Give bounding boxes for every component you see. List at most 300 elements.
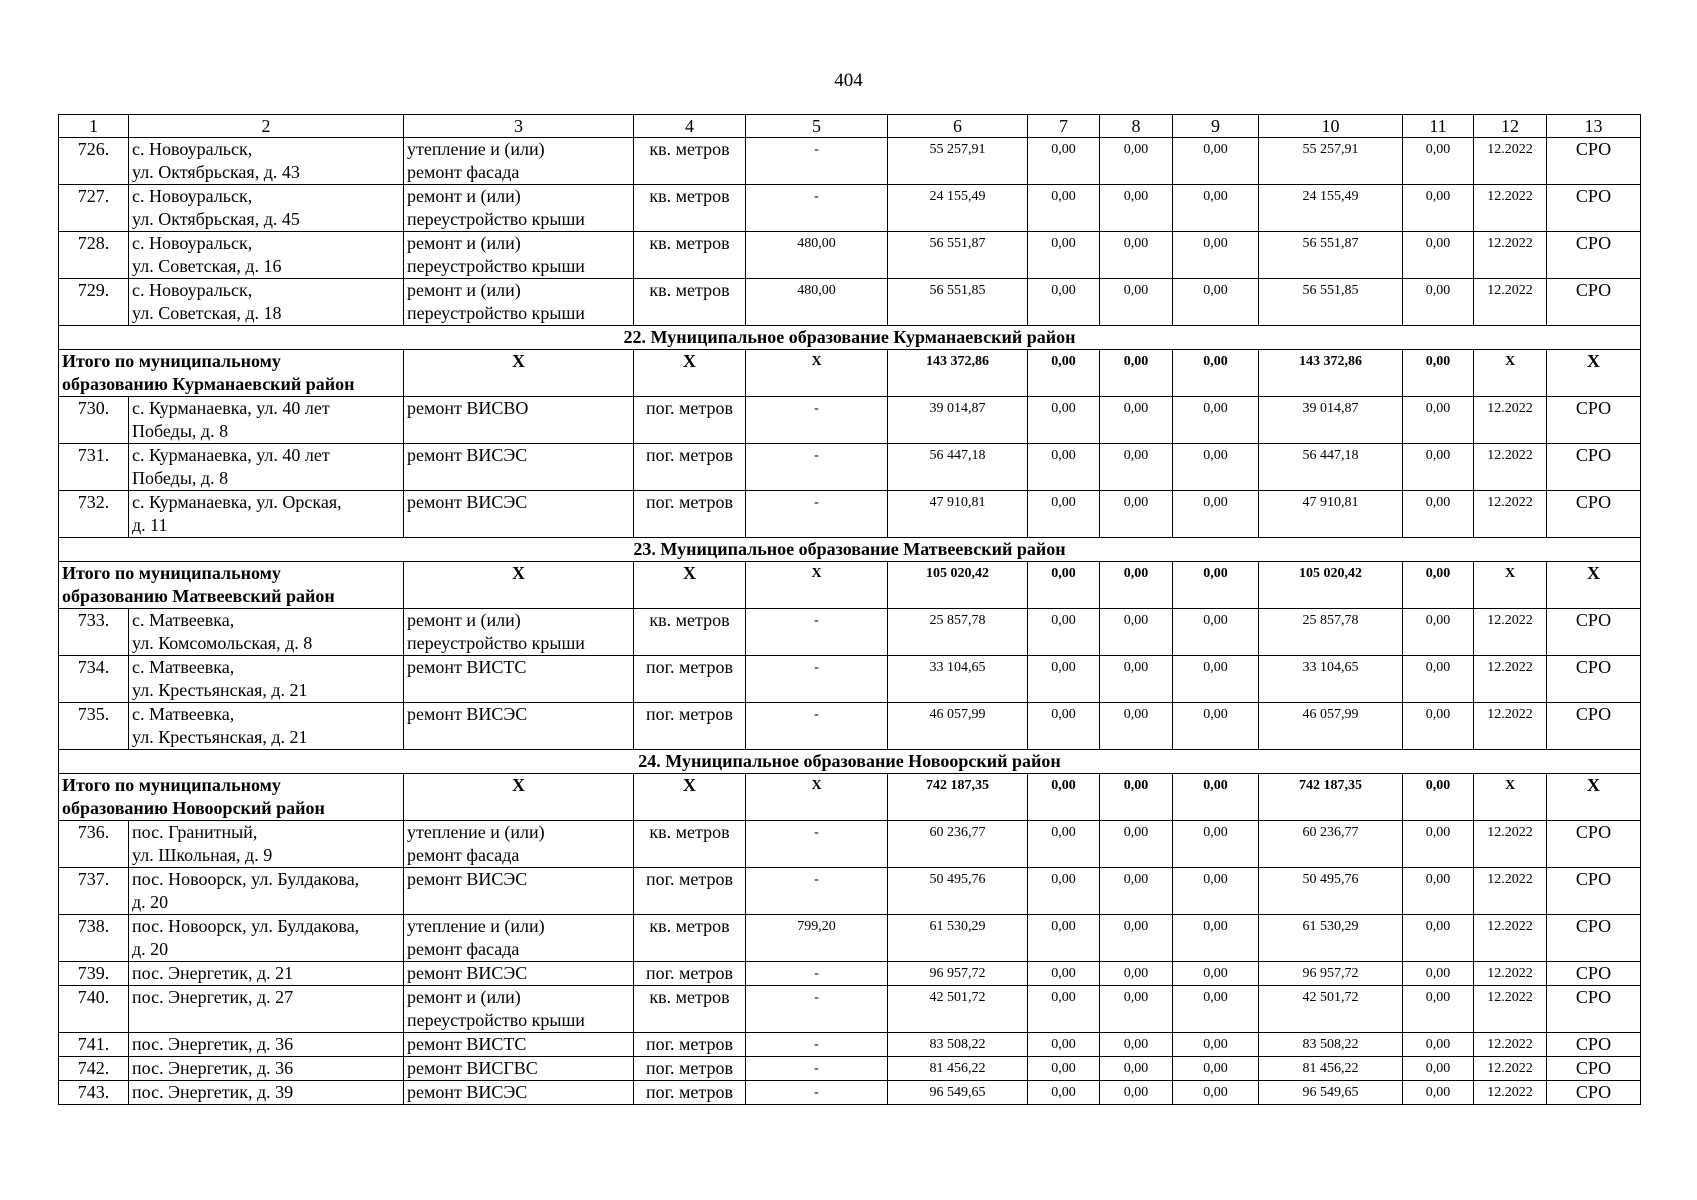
address-cell [129, 703, 404, 750]
work-line: ремонт и (или) [407, 186, 521, 206]
other-funds-cell: 0,00 [1403, 350, 1474, 397]
address-cell [129, 491, 404, 538]
unit-cell: пог. метров [634, 1081, 746, 1105]
table-row [59, 915, 1641, 962]
subtotal-label-line: Итого по муниципальному [62, 351, 281, 371]
work-type-cell: X [404, 350, 634, 397]
row-number: 729. [59, 279, 129, 326]
owner-funds-cell: 96 957,72 [1259, 962, 1403, 986]
local-funds-cell: 0,00 [1173, 185, 1259, 232]
address-line: Победы, д. 8 [132, 421, 229, 441]
work-line: ремонт ВИСЭС [407, 704, 528, 724]
column-header: 7 [1028, 115, 1100, 138]
total-cost-cell: 46 057,99 [888, 703, 1028, 750]
fund-method-cell: СРО [1547, 868, 1641, 915]
regional-funds-cell: 0,00 [1100, 656, 1173, 703]
unit-cell: пог. метров [634, 397, 746, 444]
volume-cell: 480,00 [746, 232, 888, 279]
address-line: пос. Энергетик, д. 36 [132, 1058, 294, 1078]
address-line: с. Новоуральск, [132, 233, 253, 253]
address-line: с. Матвеевка, [132, 657, 235, 677]
repair-register-table [58, 114, 1641, 1105]
row-number: 734. [59, 656, 129, 703]
fund-method-cell: СРО [1547, 491, 1641, 538]
other-funds-cell: 0,00 [1403, 915, 1474, 962]
fund-method-cell: СРО [1547, 609, 1641, 656]
fund-method-cell: СРО [1547, 232, 1641, 279]
table-row [59, 491, 1641, 538]
fund-method-cell: X [1547, 562, 1641, 609]
regional-funds-cell: 0,00 [1100, 279, 1173, 326]
work-type-cell [404, 397, 634, 444]
subtotal-label-line: Итого по муниципальному [62, 775, 281, 795]
local-funds-cell: 0,00 [1173, 350, 1259, 397]
volume-cell: X [746, 774, 888, 821]
federal-funds-cell: 0,00 [1028, 1081, 1100, 1105]
regional-funds-cell: 0,00 [1100, 491, 1173, 538]
owner-funds-cell: 742 187,35 [1259, 774, 1403, 821]
row-number: 730. [59, 397, 129, 444]
address-cell [129, 444, 404, 491]
fund-method-cell: СРО [1547, 1033, 1641, 1057]
subtotal-row [59, 562, 1641, 609]
deadline-cell: 12.2022 [1474, 915, 1547, 962]
address-line: д. 20 [132, 892, 169, 912]
regional-funds-cell: 0,00 [1100, 703, 1173, 750]
regional-funds-cell: 0,00 [1100, 1033, 1173, 1057]
address-cell [129, 986, 404, 1033]
fund-method-cell: СРО [1547, 138, 1641, 185]
unit-cell: пог. метров [634, 703, 746, 750]
table-body [59, 115, 1641, 1105]
unit-cell: X [634, 774, 746, 821]
volume-cell: - [746, 397, 888, 444]
address-line: пос. Новоорск, ул. Булдакова, [132, 869, 360, 889]
row-number: 739. [59, 962, 129, 986]
table-row [59, 138, 1641, 185]
local-funds-cell: 0,00 [1173, 138, 1259, 185]
other-funds-cell: 0,00 [1403, 491, 1474, 538]
total-cost-cell: 96 957,72 [888, 962, 1028, 986]
deadline-cell: 12.2022 [1474, 491, 1547, 538]
address-cell [129, 868, 404, 915]
other-funds-cell: 0,00 [1403, 656, 1474, 703]
work-line: утепление и (или) [407, 916, 545, 936]
owner-funds-cell: 83 508,22 [1259, 1033, 1403, 1057]
owner-funds-cell: 56 551,85 [1259, 279, 1403, 326]
regional-funds-cell: 0,00 [1100, 562, 1173, 609]
work-line: ремонт ВИСЭС [407, 869, 528, 889]
other-funds-cell: 0,00 [1403, 232, 1474, 279]
work-type-cell [404, 1057, 634, 1081]
volume-cell: - [746, 868, 888, 915]
address-cell [129, 279, 404, 326]
other-funds-cell: 0,00 [1403, 138, 1474, 185]
work-line: ремонт фасада [407, 845, 520, 865]
volume-cell: 799,20 [746, 915, 888, 962]
work-type-cell [404, 986, 634, 1033]
total-cost-cell: 56 551,85 [888, 279, 1028, 326]
column-header: 1 [59, 115, 129, 138]
deadline-cell: 12.2022 [1474, 656, 1547, 703]
address-line: ул. Октябрьская, д. 43 [132, 162, 300, 182]
work-line: ремонт фасада [407, 162, 520, 182]
table-row [59, 703, 1641, 750]
unit-cell: кв. метров [634, 185, 746, 232]
work-line: ремонт и (или) [407, 987, 521, 1007]
other-funds-cell: 0,00 [1403, 703, 1474, 750]
unit-cell: пог. метров [634, 444, 746, 491]
work-type-cell [404, 962, 634, 986]
other-funds-cell: 0,00 [1403, 562, 1474, 609]
regional-funds-cell: 0,00 [1100, 397, 1173, 444]
work-type-cell [404, 703, 634, 750]
column-number-header-row [59, 115, 1641, 138]
unit-cell: кв. метров [634, 232, 746, 279]
other-funds-cell: 0,00 [1403, 868, 1474, 915]
work-line: ремонт ВИСВО [407, 398, 529, 418]
table-row [59, 185, 1641, 232]
regional-funds-cell: 0,00 [1100, 232, 1173, 279]
total-cost-cell: 105 020,42 [888, 562, 1028, 609]
address-line: пос. Энергетик, д. 21 [132, 963, 294, 983]
work-type-cell [404, 656, 634, 703]
volume-cell: - [746, 1033, 888, 1057]
local-funds-cell: 0,00 [1173, 491, 1259, 538]
unit-cell: кв. метров [634, 915, 746, 962]
other-funds-cell: 0,00 [1403, 397, 1474, 444]
unit-cell: пог. метров [634, 1033, 746, 1057]
total-cost-cell: 81 456,22 [888, 1057, 1028, 1081]
volume-cell: X [746, 562, 888, 609]
owner-funds-cell: 46 057,99 [1259, 703, 1403, 750]
volume-cell: - [746, 444, 888, 491]
row-number: 736. [59, 821, 129, 868]
work-line: переустройство крыши [407, 1010, 585, 1030]
work-line: ремонт ВИСГВС [407, 1058, 538, 1078]
work-line: ремонт ВИСТС [407, 1034, 527, 1054]
unit-cell: кв. метров [634, 609, 746, 656]
fund-method-cell: СРО [1547, 821, 1641, 868]
other-funds-cell: 0,00 [1403, 1081, 1474, 1105]
fund-method-cell: СРО [1547, 703, 1641, 750]
subtotal-label-line: Итого по муниципальному [62, 563, 281, 583]
address-cell [129, 1081, 404, 1105]
other-funds-cell: 0,00 [1403, 774, 1474, 821]
work-type-cell [404, 821, 634, 868]
subtotal-row [59, 774, 1641, 821]
unit-cell: кв. метров [634, 986, 746, 1033]
other-funds-cell: 0,00 [1403, 962, 1474, 986]
subtotal-label-line: образованию Новоорский район [62, 798, 325, 818]
work-line: ремонт и (или) [407, 280, 521, 300]
deadline-cell: 12.2022 [1474, 232, 1547, 279]
local-funds-cell: 0,00 [1173, 821, 1259, 868]
address-line: д. 11 [132, 515, 168, 535]
row-number: 733. [59, 609, 129, 656]
total-cost-cell: 55 257,91 [888, 138, 1028, 185]
federal-funds-cell: 0,00 [1028, 821, 1100, 868]
total-cost-cell: 56 447,18 [888, 444, 1028, 491]
owner-funds-cell: 25 857,78 [1259, 609, 1403, 656]
column-header: 11 [1403, 115, 1474, 138]
other-funds-cell: 0,00 [1403, 279, 1474, 326]
deadline-cell: 12.2022 [1474, 703, 1547, 750]
address-cell [129, 915, 404, 962]
unit-cell: кв. метров [634, 821, 746, 868]
total-cost-cell: 33 104,65 [888, 656, 1028, 703]
unit-cell: пог. метров [634, 1057, 746, 1081]
address-line: ул. Октябрьская, д. 45 [132, 209, 300, 229]
fund-method-cell: СРО [1547, 915, 1641, 962]
address-line: с. Курманаевка, ул. 40 лет [132, 445, 330, 465]
row-number: 732. [59, 491, 129, 538]
total-cost-cell: 42 501,72 [888, 986, 1028, 1033]
local-funds-cell: 0,00 [1173, 562, 1259, 609]
table-row [59, 821, 1641, 868]
volume-cell: - [746, 962, 888, 986]
total-cost-cell: 742 187,35 [888, 774, 1028, 821]
deadline-cell: 12.2022 [1474, 1081, 1547, 1105]
regional-funds-cell: 0,00 [1100, 138, 1173, 185]
unit-cell: X [634, 350, 746, 397]
owner-funds-cell: 42 501,72 [1259, 986, 1403, 1033]
column-header: 9 [1173, 115, 1259, 138]
regional-funds-cell: 0,00 [1100, 1057, 1173, 1081]
address-line: пос. Энергетик, д. 27 [132, 987, 294, 1007]
section-header-row [59, 326, 1641, 350]
federal-funds-cell: 0,00 [1028, 350, 1100, 397]
address-line: ул. Комсомольская, д. 8 [132, 633, 313, 653]
subtotal-label [59, 562, 404, 609]
page-number: 404 [834, 70, 863, 91]
table-row [59, 1033, 1641, 1057]
fund-method-cell: СРО [1547, 1057, 1641, 1081]
row-number: 726. [59, 138, 129, 185]
address-line: ул. Крестьянская, д. 21 [132, 680, 308, 700]
column-header: 13 [1547, 115, 1641, 138]
deadline-cell: X [1474, 774, 1547, 821]
regional-funds-cell: 0,00 [1100, 774, 1173, 821]
federal-funds-cell: 0,00 [1028, 703, 1100, 750]
deadline-cell: 12.2022 [1474, 986, 1547, 1033]
federal-funds-cell: 0,00 [1028, 397, 1100, 444]
address-line: ул. Школьная, д. 9 [132, 845, 273, 865]
fund-method-cell: СРО [1547, 279, 1641, 326]
address-cell [129, 138, 404, 185]
address-line: с. Новоуральск, [132, 139, 253, 159]
total-cost-cell: 96 549,65 [888, 1081, 1028, 1105]
other-funds-cell: 0,00 [1403, 609, 1474, 656]
address-cell [129, 397, 404, 444]
federal-funds-cell: 0,00 [1028, 774, 1100, 821]
unit-cell: кв. метров [634, 279, 746, 326]
row-number: 742. [59, 1057, 129, 1081]
table-row [59, 279, 1641, 326]
address-line: ул. Крестьянская, д. 21 [132, 727, 308, 747]
regional-funds-cell: 0,00 [1100, 350, 1173, 397]
volume-cell: - [746, 821, 888, 868]
other-funds-cell: 0,00 [1403, 444, 1474, 491]
owner-funds-cell: 50 495,76 [1259, 868, 1403, 915]
fund-method-cell: X [1547, 350, 1641, 397]
deadline-cell: 12.2022 [1474, 1033, 1547, 1057]
other-funds-cell: 0,00 [1403, 1057, 1474, 1081]
table-row [59, 609, 1641, 656]
other-funds-cell: 0,00 [1403, 821, 1474, 868]
local-funds-cell: 0,00 [1173, 397, 1259, 444]
work-line: ремонт и (или) [407, 233, 521, 253]
work-type-cell [404, 444, 634, 491]
work-line: ремонт фасада [407, 939, 520, 959]
deadline-cell: 12.2022 [1474, 279, 1547, 326]
work-type-cell [404, 185, 634, 232]
federal-funds-cell: 0,00 [1028, 232, 1100, 279]
work-type-cell [404, 138, 634, 185]
unit-cell: пог. метров [634, 962, 746, 986]
column-header: 4 [634, 115, 746, 138]
federal-funds-cell: 0,00 [1028, 986, 1100, 1033]
address-cell [129, 1057, 404, 1081]
work-line: утепление и (или) [407, 822, 545, 842]
address-line: с. Курманаевка, ул. 40 лет [132, 398, 330, 418]
deadline-cell: 12.2022 [1474, 1057, 1547, 1081]
row-number: 735. [59, 703, 129, 750]
column-header: 12 [1474, 115, 1547, 138]
address-line: с. Курманаевка, ул. Орская, [132, 492, 342, 512]
work-line: утепление и (или) [407, 139, 545, 159]
owner-funds-cell: 105 020,42 [1259, 562, 1403, 609]
deadline-cell: X [1474, 350, 1547, 397]
work-type-cell [404, 1081, 634, 1105]
deadline-cell: 12.2022 [1474, 609, 1547, 656]
row-number: 741. [59, 1033, 129, 1057]
address-line: ул. Советская, д. 16 [132, 256, 282, 276]
subtotal-row [59, 350, 1641, 397]
table-row [59, 397, 1641, 444]
column-header: 3 [404, 115, 634, 138]
regional-funds-cell: 0,00 [1100, 1081, 1173, 1105]
work-line: ремонт и (или) [407, 610, 521, 630]
federal-funds-cell: 0,00 [1028, 609, 1100, 656]
fund-method-cell: СРО [1547, 962, 1641, 986]
work-line: ремонт ВИСЭС [407, 445, 528, 465]
owner-funds-cell: 96 549,65 [1259, 1081, 1403, 1105]
address-line: ул. Советская, д. 18 [132, 303, 282, 323]
fund-method-cell: СРО [1547, 656, 1641, 703]
regional-funds-cell: 0,00 [1100, 444, 1173, 491]
volume-cell: - [746, 1057, 888, 1081]
address-line: Победы, д. 8 [132, 468, 229, 488]
owner-funds-cell: 55 257,91 [1259, 138, 1403, 185]
address-line: пос. Энергетик, д. 36 [132, 1034, 294, 1054]
fund-method-cell: X [1547, 774, 1641, 821]
column-header: 2 [129, 115, 404, 138]
federal-funds-cell: 0,00 [1028, 915, 1100, 962]
table-row [59, 656, 1641, 703]
regional-funds-cell: 0,00 [1100, 915, 1173, 962]
fund-method-cell: СРО [1547, 397, 1641, 444]
address-cell [129, 232, 404, 279]
work-line: переустройство крыши [407, 303, 585, 323]
federal-funds-cell: 0,00 [1028, 138, 1100, 185]
volume-cell: - [746, 491, 888, 538]
owner-funds-cell: 61 530,29 [1259, 915, 1403, 962]
table-row [59, 868, 1641, 915]
address-cell [129, 1033, 404, 1057]
unit-cell: кв. метров [634, 138, 746, 185]
table-row [59, 1081, 1641, 1105]
section-title: 23. Муниципальное образование Матвеевский район [59, 538, 1641, 562]
address-line: д. 20 [132, 939, 169, 959]
work-line: ремонт ВИСТС [407, 657, 527, 677]
subtotal-label [59, 350, 404, 397]
work-type-cell [404, 868, 634, 915]
owner-funds-cell: 39 014,87 [1259, 397, 1403, 444]
regional-funds-cell: 0,00 [1100, 609, 1173, 656]
work-type-cell [404, 232, 634, 279]
unit-cell: пог. метров [634, 656, 746, 703]
section-header-row [59, 750, 1641, 774]
federal-funds-cell: 0,00 [1028, 491, 1100, 538]
unit-cell: X [634, 562, 746, 609]
total-cost-cell: 25 857,78 [888, 609, 1028, 656]
section-title: 24. Муниципальное образование Новоорский район [59, 750, 1641, 774]
owner-funds-cell: 47 910,81 [1259, 491, 1403, 538]
address-line: с. Новоуральск, [132, 280, 253, 300]
row-number: 743. [59, 1081, 129, 1105]
local-funds-cell: 0,00 [1173, 774, 1259, 821]
subtotal-label-line: образованию Курманаевский район [62, 374, 355, 394]
column-header: 10 [1259, 115, 1403, 138]
local-funds-cell: 0,00 [1173, 656, 1259, 703]
unit-cell: пог. метров [634, 491, 746, 538]
regional-funds-cell: 0,00 [1100, 986, 1173, 1033]
local-funds-cell: 0,00 [1173, 609, 1259, 656]
table-row [59, 962, 1641, 986]
fund-method-cell: СРО [1547, 1081, 1641, 1105]
owner-funds-cell: 56 447,18 [1259, 444, 1403, 491]
regional-funds-cell: 0,00 [1100, 962, 1173, 986]
section-title: 22. Муниципальное образование Курманаевский район [59, 326, 1641, 350]
federal-funds-cell: 0,00 [1028, 656, 1100, 703]
volume-cell: - [746, 703, 888, 750]
deadline-cell: 12.2022 [1474, 821, 1547, 868]
local-funds-cell: 0,00 [1173, 444, 1259, 491]
regional-funds-cell: 0,00 [1100, 185, 1173, 232]
regional-funds-cell: 0,00 [1100, 868, 1173, 915]
address-cell [129, 609, 404, 656]
work-line: переустройство крыши [407, 209, 585, 229]
deadline-cell: 12.2022 [1474, 397, 1547, 444]
total-cost-cell: 143 372,86 [888, 350, 1028, 397]
column-header: 6 [888, 115, 1028, 138]
local-funds-cell: 0,00 [1173, 915, 1259, 962]
volume-cell: 480,00 [746, 279, 888, 326]
local-funds-cell: 0,00 [1173, 1057, 1259, 1081]
federal-funds-cell: 0,00 [1028, 444, 1100, 491]
volume-cell: X [746, 350, 888, 397]
total-cost-cell: 83 508,22 [888, 1033, 1028, 1057]
regional-funds-cell: 0,00 [1100, 821, 1173, 868]
work-type-cell: X [404, 562, 634, 609]
address-line: с. Матвеевка, [132, 610, 235, 630]
row-number: 731. [59, 444, 129, 491]
deadline-cell: 12.2022 [1474, 962, 1547, 986]
volume-cell: - [746, 1081, 888, 1105]
subtotal-label-line: образованию Матвеевский район [62, 586, 335, 606]
volume-cell: - [746, 609, 888, 656]
